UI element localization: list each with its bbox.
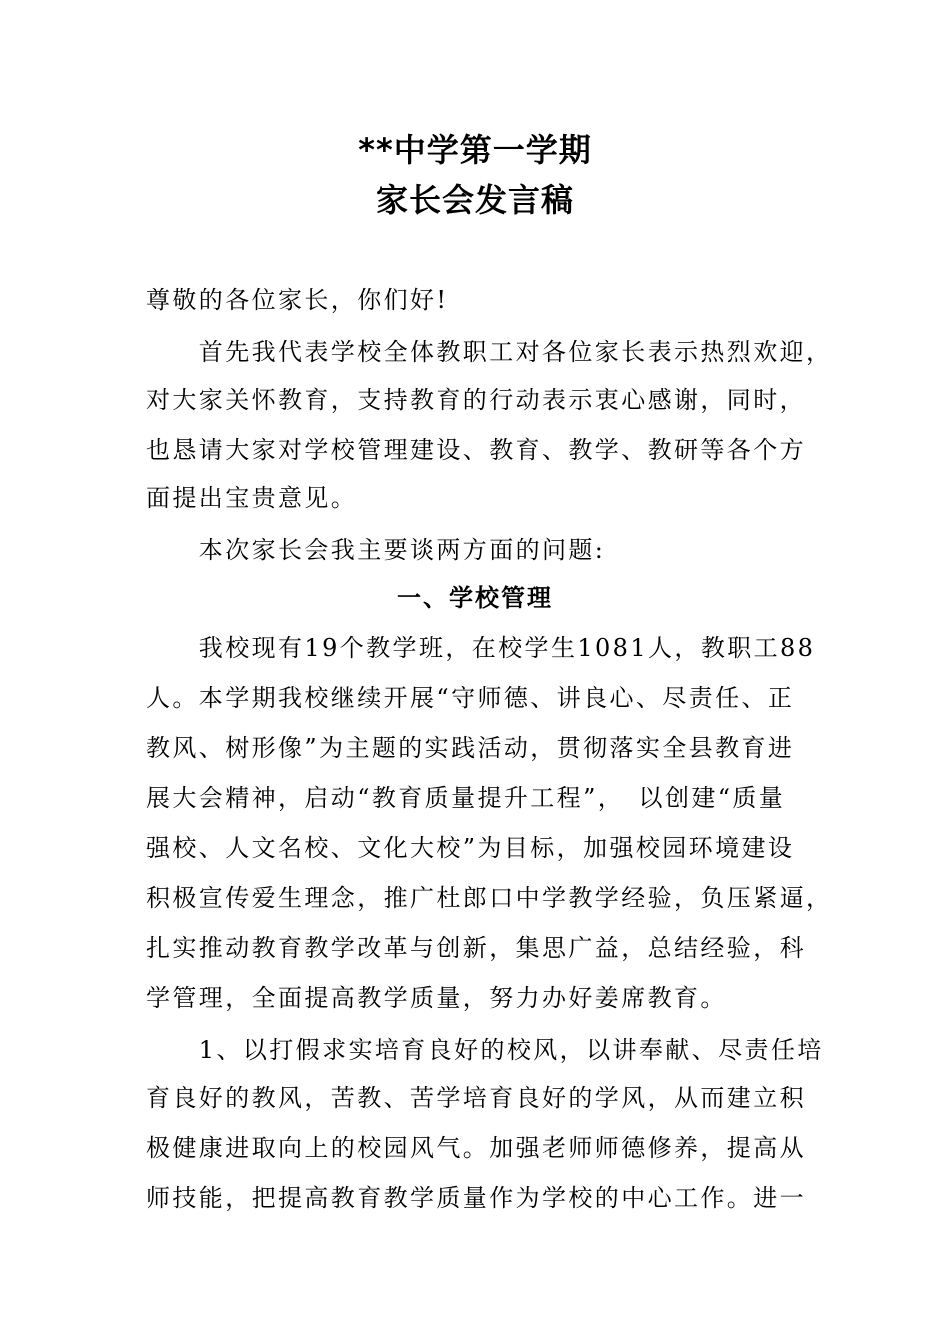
body-text-line: 展大会精神，启动“教育质量提升工程”， 以创建“质量 [146,784,786,812]
body-text-line: 1、以打假求实培育良好的校风，以讲奉献、尽责任培 [146,1036,824,1064]
document-title-line2: 家长会发言稿 [375,181,574,219]
body-text-line: 强校、人文名校、文化大校”为目标，加强校园环境建设 [146,834,795,862]
body-text-line: 首先我代表学校全体教职工对各位家长表示热烈欢迎， [146,338,833,366]
section-heading: 一、学校管理 [397,584,553,612]
body-text-line: 本次家长会我主要谈两方面的问题: [146,536,606,564]
body-text-line: 师技能，把提高教育教学质量作为学校的中心工作。进一 [146,1184,806,1212]
body-text-line: 教风、树形像”为主题的实践活动，贯彻落实全县教育进 [146,734,795,762]
body-text-line: 对大家关怀教育，支持教育的行动表示衷心感谢，同时， [146,386,806,414]
document-title-line1: **中学第一学期 [358,131,592,169]
body-text-line: 扎实推动教育教学改革与创新，集思广益，总结经验，科 [146,934,806,962]
body-text-line: 育良好的教风，苦教、苦学培育良好的学风，从而建立积 [146,1084,806,1112]
body-text-line: 我校现有19个教学班，在校学生1081人，教职工88 [146,634,816,662]
body-text-line: 面提出宝贵意见。 [146,484,358,512]
body-text-line: 极健康进取向上的校园风气。加强老师师德修养，提高从 [146,1134,806,1162]
body-text-line: 积极宣传爱生理念，推广杜郎口中学教学经验，负压紧逼， [146,884,833,912]
body-text-line: 人。本学期我校继续开展“守师德、讲良心、尽责任、正 [146,684,795,712]
salutation-line: 尊敬的各位家长，你们好! [146,286,449,314]
body-text-line: 学管理，全面提高教学质量，努力办好姜席教育。 [146,984,727,1012]
body-text-line: 也恳请大家对学校管理建设、教育、教学、教研等各个方 [146,436,806,464]
